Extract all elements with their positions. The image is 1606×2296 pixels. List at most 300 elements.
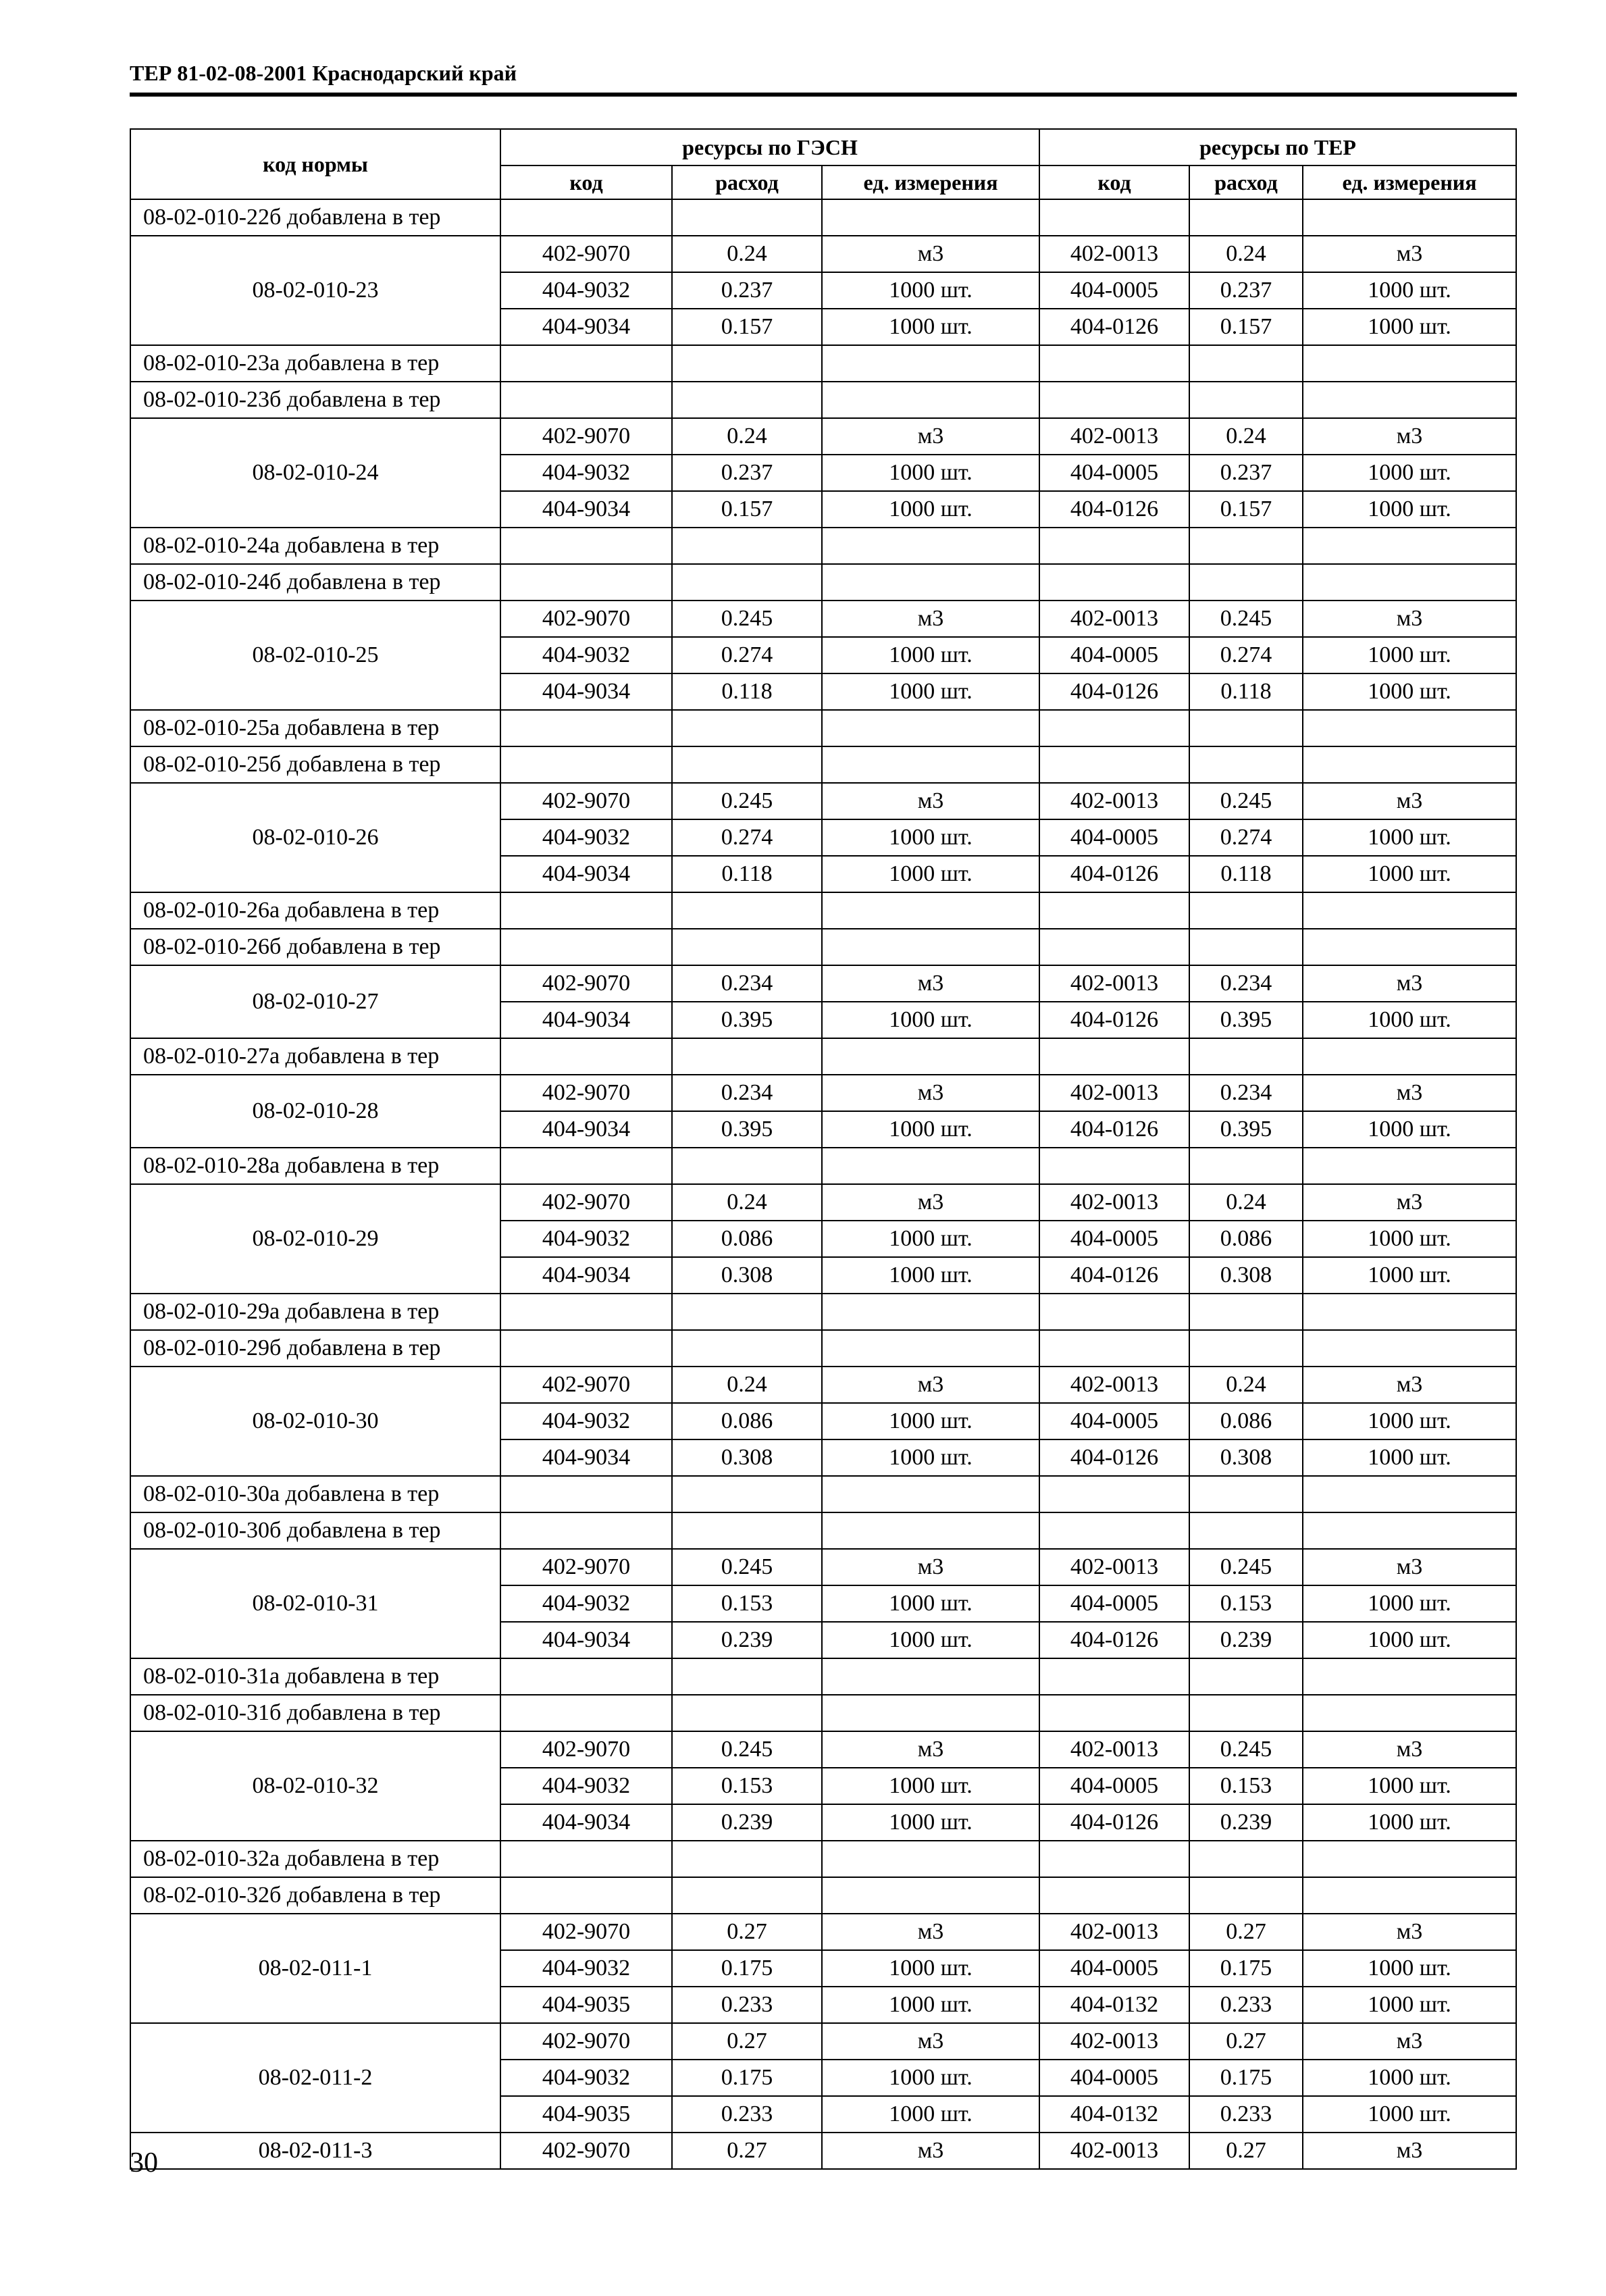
empty-cell: [1039, 1476, 1189, 1512]
ter-unit-cell: 1000 шт.: [1303, 1002, 1516, 1038]
empty-cell: [1189, 746, 1303, 783]
ter-code-cell: 402-0013: [1039, 965, 1189, 1002]
gesn-code-cell: 404-9034: [500, 1002, 672, 1038]
gesn-code-cell: 402-9070: [500, 2023, 672, 2060]
empty-cell: [672, 345, 822, 382]
ter-code-cell: 404-0005: [1039, 1221, 1189, 1257]
norm-note-cell: 08-02-010-30б добавлена в тер: [130, 1512, 500, 1549]
ter-code-cell: 404-0005: [1039, 1585, 1189, 1622]
norm-note-cell: 08-02-010-24б добавлена в тер: [130, 564, 500, 601]
table-body: [130, 199, 1516, 2169]
norm-code-cell: 08-02-010-26: [130, 783, 500, 892]
empty-cell: [822, 382, 1039, 418]
ter-code-cell: 402-0013: [1039, 236, 1189, 272]
empty-cell: [1039, 1512, 1189, 1549]
norm-note-cell: 08-02-010-32а добавлена в тер: [130, 1841, 500, 1877]
ter-code-cell: 404-0126: [1039, 1257, 1189, 1294]
ter-code-cell: 404-0005: [1039, 2060, 1189, 2096]
table-row: [130, 965, 1516, 1002]
empty-cell: [1039, 1294, 1189, 1330]
gesn-code-cell: 404-9032: [500, 455, 672, 491]
ter-unit-cell: 1000 шт.: [1303, 1987, 1516, 2023]
ter-unit-cell: м3: [1303, 1184, 1516, 1221]
table-row: [130, 746, 1516, 783]
gesn-unit-cell: 1000 шт.: [822, 819, 1039, 856]
ter-code-cell: 404-0126: [1039, 491, 1189, 528]
empty-cell: [1039, 710, 1189, 746]
norm-code-cell: 08-02-011-1: [130, 1914, 500, 2023]
resource-table: [130, 128, 1517, 2170]
norm-code-cell: 08-02-010-31: [130, 1549, 500, 1658]
gesn-unit-cell: 1000 шт.: [822, 1257, 1039, 1294]
empty-cell: [822, 1658, 1039, 1695]
ter-amount-cell: 0.239: [1189, 1804, 1303, 1841]
ter-code-cell: 402-0013: [1039, 1549, 1189, 1585]
ter-unit-cell: 1000 шт.: [1303, 2096, 1516, 2133]
gesn-unit-cell: м3: [822, 965, 1039, 1002]
gesn-amount-cell: 0.308: [672, 1439, 822, 1476]
ter-code-cell: 404-0126: [1039, 1111, 1189, 1148]
table-row: [130, 1038, 1516, 1075]
norm-note-cell: 08-02-010-31б добавлена в тер: [130, 1695, 500, 1731]
norm-code-cell: 08-02-010-28: [130, 1075, 500, 1148]
empty-cell: [1189, 1841, 1303, 1877]
ter-amount-cell: 0.27: [1189, 2133, 1303, 2169]
ter-unit-cell: 1000 шт.: [1303, 1221, 1516, 1257]
ter-amount-cell: 0.245: [1189, 601, 1303, 637]
empty-cell: [822, 1476, 1039, 1512]
gesn-amount-cell: 0.395: [672, 1111, 822, 1148]
empty-cell: [672, 892, 822, 929]
empty-cell: [822, 528, 1039, 564]
empty-cell: [1039, 1148, 1189, 1184]
empty-cell: [822, 1148, 1039, 1184]
table-row: [130, 892, 1516, 929]
empty-cell: [1303, 199, 1516, 236]
gesn-code-cell: 404-9032: [500, 1585, 672, 1622]
gesn-code-cell: 404-9034: [500, 1111, 672, 1148]
table-row: [130, 710, 1516, 746]
gesn-amount-cell: 0.24: [672, 418, 822, 455]
gesn-code-cell: 402-9070: [500, 601, 672, 637]
gesn-unit-cell: 1000 шт.: [822, 309, 1039, 345]
empty-cell: [1189, 528, 1303, 564]
norm-code-cell: 08-02-010-30: [130, 1367, 500, 1476]
gesn-unit-cell: м3: [822, 2133, 1039, 2169]
norm-note-cell: 08-02-010-26а добавлена в тер: [130, 892, 500, 929]
empty-cell: [500, 1695, 672, 1731]
gesn-amount-cell: 0.237: [672, 455, 822, 491]
empty-cell: [500, 892, 672, 929]
empty-cell: [672, 1148, 822, 1184]
ter-amount-cell: 0.274: [1189, 637, 1303, 673]
empty-cell: [1303, 1658, 1516, 1695]
ter-code-cell: 404-0005: [1039, 1950, 1189, 1987]
empty-cell: [1189, 1877, 1303, 1914]
ter-unit-cell: м3: [1303, 1914, 1516, 1950]
norm-note-cell: 08-02-010-25а добавлена в тер: [130, 710, 500, 746]
gesn-code-header: код: [500, 165, 672, 199]
table-row: [130, 528, 1516, 564]
empty-cell: [1189, 929, 1303, 965]
empty-cell: [1303, 1695, 1516, 1731]
table-row: [130, 1731, 1516, 1768]
empty-cell: [1189, 1695, 1303, 1731]
gesn-code-cell: 404-9032: [500, 272, 672, 309]
gesn-code-cell: 404-9034: [500, 1257, 672, 1294]
ter-unit-cell: 1000 шт.: [1303, 491, 1516, 528]
table-row: [130, 382, 1516, 418]
gesn-unit-header: ед. измерения: [822, 165, 1039, 199]
ter-code-cell: 404-0126: [1039, 1804, 1189, 1841]
gesn-unit-cell: 1000 шт.: [822, 1221, 1039, 1257]
ter-amount-cell: 0.153: [1189, 1585, 1303, 1622]
empty-cell: [1189, 710, 1303, 746]
gesn-group-header: ресурсы по ГЭСН: [500, 129, 1039, 165]
empty-cell: [1039, 1877, 1189, 1914]
empty-cell: [1039, 199, 1189, 236]
ter-code-cell: 402-0013: [1039, 1731, 1189, 1768]
ter-code-cell: 402-0013: [1039, 601, 1189, 637]
ter-code-cell: 404-0126: [1039, 673, 1189, 710]
ter-unit-cell: 1000 шт.: [1303, 1768, 1516, 1804]
gesn-code-cell: 404-9034: [500, 1622, 672, 1658]
empty-cell: [500, 710, 672, 746]
empty-cell: [1303, 1877, 1516, 1914]
gesn-unit-cell: 1000 шт.: [822, 1111, 1039, 1148]
header-rule: [130, 93, 1517, 97]
ter-amount-cell: 0.274: [1189, 819, 1303, 856]
ter-unit-cell: м3: [1303, 1549, 1516, 1585]
ter-code-cell: 404-0126: [1039, 856, 1189, 892]
empty-cell: [1039, 1841, 1189, 1877]
empty-cell: [1303, 1476, 1516, 1512]
ter-code-cell: 404-0126: [1039, 1439, 1189, 1476]
ter-unit-cell: м3: [1303, 2133, 1516, 2169]
norm-note-cell: 08-02-010-28а добавлена в тер: [130, 1148, 500, 1184]
gesn-unit-cell: 1000 шт.: [822, 1950, 1039, 1987]
empty-cell: [500, 564, 672, 601]
gesn-amount-cell: 0.245: [672, 783, 822, 819]
empty-cell: [1303, 1148, 1516, 1184]
gesn-code-cell: 404-9032: [500, 1221, 672, 1257]
gesn-amount-cell: 0.237: [672, 272, 822, 309]
gesn-amount-cell: 0.157: [672, 491, 822, 528]
empty-cell: [672, 1476, 822, 1512]
empty-cell: [1189, 1038, 1303, 1075]
table-row: [130, 929, 1516, 965]
empty-cell: [1303, 746, 1516, 783]
table-row: [130, 2133, 1516, 2169]
ter-unit-cell: 1000 шт.: [1303, 272, 1516, 309]
ter-amount-cell: 0.24: [1189, 418, 1303, 455]
gesn-code-cell: 404-9032: [500, 637, 672, 673]
gesn-unit-cell: 1000 шт.: [822, 1439, 1039, 1476]
empty-cell: [822, 710, 1039, 746]
ter-code-cell: 404-0005: [1039, 272, 1189, 309]
empty-cell: [1303, 892, 1516, 929]
gesn-code-cell: 402-9070: [500, 1914, 672, 1950]
gesn-amount-cell: 0.233: [672, 2096, 822, 2133]
ter-code-cell: 404-0005: [1039, 1403, 1189, 1439]
gesn-unit-cell: м3: [822, 418, 1039, 455]
gesn-amount-cell: 0.274: [672, 637, 822, 673]
gesn-unit-cell: м3: [822, 601, 1039, 637]
table-row: [130, 1549, 1516, 1585]
norm-code-cell: 08-02-011-2: [130, 2023, 500, 2133]
norm-note-cell: 08-02-010-31а добавлена в тер: [130, 1658, 500, 1695]
empty-cell: [1039, 564, 1189, 601]
gesn-amount-cell: 0.086: [672, 1221, 822, 1257]
table-row: [130, 1184, 1516, 1221]
empty-cell: [1303, 382, 1516, 418]
empty-cell: [1189, 345, 1303, 382]
empty-cell: [672, 528, 822, 564]
ter-amount-header: расход: [1189, 165, 1303, 199]
gesn-unit-cell: 1000 шт.: [822, 1987, 1039, 2023]
gesn-unit-cell: 1000 шт.: [822, 2096, 1039, 2133]
gesn-code-cell: 404-9034: [500, 491, 672, 528]
ter-amount-cell: 0.237: [1189, 455, 1303, 491]
gesn-unit-cell: м3: [822, 2023, 1039, 2060]
table-row: [130, 345, 1516, 382]
gesn-code-cell: 404-9032: [500, 2060, 672, 2096]
norm-code-cell: 08-02-011-3: [130, 2133, 500, 2169]
ter-amount-cell: 0.157: [1189, 309, 1303, 345]
norm-note-cell: 08-02-010-32б добавлена в тер: [130, 1877, 500, 1914]
ter-unit-cell: м3: [1303, 236, 1516, 272]
gesn-unit-cell: 1000 шт.: [822, 637, 1039, 673]
gesn-amount-cell: 0.27: [672, 2133, 822, 2169]
gesn-amount-cell: 0.086: [672, 1403, 822, 1439]
table-row: [130, 1841, 1516, 1877]
gesn-unit-cell: м3: [822, 1367, 1039, 1403]
gesn-amount-cell: 0.27: [672, 2023, 822, 2060]
empty-cell: [822, 1877, 1039, 1914]
ter-code-cell: 404-0132: [1039, 2096, 1189, 2133]
empty-cell: [1039, 1695, 1189, 1731]
ter-amount-cell: 0.308: [1189, 1439, 1303, 1476]
empty-cell: [500, 1512, 672, 1549]
empty-cell: [672, 1038, 822, 1075]
norm-note-cell: 08-02-010-24а добавлена в тер: [130, 528, 500, 564]
gesn-unit-cell: 1000 шт.: [822, 673, 1039, 710]
empty-cell: [1189, 1512, 1303, 1549]
norm-note-cell: 08-02-010-23б добавлена в тер: [130, 382, 500, 418]
ter-code-cell: 402-0013: [1039, 783, 1189, 819]
gesn-code-cell: 404-9034: [500, 673, 672, 710]
table-row: [130, 1877, 1516, 1914]
empty-cell: [822, 1512, 1039, 1549]
ter-unit-cell: 1000 шт.: [1303, 1585, 1516, 1622]
ter-amount-cell: 0.239: [1189, 1622, 1303, 1658]
empty-cell: [1303, 710, 1516, 746]
page-header: ТЕР 81-02-08-2001 Краснодарский край: [130, 61, 517, 85]
ter-code-header: код: [1039, 165, 1189, 199]
empty-cell: [1189, 564, 1303, 601]
norm-code-cell: 08-02-010-24: [130, 418, 500, 528]
gesn-unit-cell: 1000 шт.: [822, 455, 1039, 491]
empty-cell: [500, 382, 672, 418]
ter-code-cell: 402-0013: [1039, 1367, 1189, 1403]
empty-cell: [822, 1038, 1039, 1075]
table-row: [130, 236, 1516, 272]
empty-cell: [672, 382, 822, 418]
ter-code-cell: 404-0126: [1039, 1002, 1189, 1038]
gesn-unit-cell: м3: [822, 1914, 1039, 1950]
ter-unit-cell: 1000 шт.: [1303, 309, 1516, 345]
ter-amount-cell: 0.237: [1189, 272, 1303, 309]
gesn-unit-cell: м3: [822, 1549, 1039, 1585]
ter-code-cell: 404-0005: [1039, 1768, 1189, 1804]
gesn-unit-cell: 1000 шт.: [822, 856, 1039, 892]
empty-cell: [500, 345, 672, 382]
page-number: 30: [130, 2147, 158, 2178]
empty-cell: [1189, 1330, 1303, 1367]
ter-amount-cell: 0.118: [1189, 673, 1303, 710]
empty-cell: [672, 1695, 822, 1731]
table-row: [130, 199, 1516, 236]
empty-cell: [500, 1294, 672, 1330]
ter-code-cell: 402-0013: [1039, 2133, 1189, 2169]
norm-note-cell: 08-02-010-25б добавлена в тер: [130, 746, 500, 783]
gesn-amount-cell: 0.175: [672, 1950, 822, 1987]
ter-amount-cell: 0.157: [1189, 491, 1303, 528]
norm-code-cell: 08-02-010-25: [130, 601, 500, 710]
ter-amount-cell: 0.245: [1189, 1549, 1303, 1585]
gesn-amount-cell: 0.24: [672, 1367, 822, 1403]
gesn-amount-cell: 0.239: [672, 1622, 822, 1658]
empty-cell: [672, 564, 822, 601]
table-row: [130, 1148, 1516, 1184]
gesn-unit-cell: м3: [822, 1075, 1039, 1111]
gesn-code-cell: 404-9035: [500, 2096, 672, 2133]
gesn-code-cell: 404-9032: [500, 1768, 672, 1804]
gesn-unit-cell: м3: [822, 1184, 1039, 1221]
empty-cell: [1039, 929, 1189, 965]
norm-note-cell: 08-02-010-27а добавлена в тер: [130, 1038, 500, 1075]
empty-cell: [500, 1841, 672, 1877]
ter-unit-cell: м3: [1303, 418, 1516, 455]
norm-code-header: код нормы: [130, 129, 500, 199]
empty-cell: [1039, 746, 1189, 783]
gesn-amount-cell: 0.234: [672, 965, 822, 1002]
empty-cell: [1189, 1658, 1303, 1695]
gesn-unit-cell: 1000 шт.: [822, 1002, 1039, 1038]
empty-cell: [1039, 1038, 1189, 1075]
empty-cell: [822, 1841, 1039, 1877]
ter-unit-cell: 1000 шт.: [1303, 455, 1516, 491]
empty-cell: [1039, 892, 1189, 929]
gesn-code-cell: 404-9035: [500, 1987, 672, 2023]
gesn-code-cell: 404-9034: [500, 1439, 672, 1476]
ter-amount-cell: 0.24: [1189, 1367, 1303, 1403]
gesn-code-cell: 404-9034: [500, 1804, 672, 1841]
empty-cell: [1303, 564, 1516, 601]
gesn-amount-cell: 0.245: [672, 1731, 822, 1768]
empty-cell: [1189, 892, 1303, 929]
empty-cell: [672, 1512, 822, 1549]
empty-cell: [500, 199, 672, 236]
empty-cell: [1189, 1148, 1303, 1184]
empty-cell: [500, 1658, 672, 1695]
ter-unit-cell: 1000 шт.: [1303, 1403, 1516, 1439]
ter-unit-cell: 1000 шт.: [1303, 856, 1516, 892]
ter-code-cell: 404-0005: [1039, 455, 1189, 491]
norm-code-cell: 08-02-010-29: [130, 1184, 500, 1294]
gesn-code-cell: 404-9034: [500, 309, 672, 345]
table-row: [130, 1330, 1516, 1367]
ter-group-header: ресурсы по ТЕР: [1039, 129, 1516, 165]
gesn-unit-cell: 1000 шт.: [822, 272, 1039, 309]
gesn-unit-cell: 1000 шт.: [822, 491, 1039, 528]
ter-unit-cell: 1000 шт.: [1303, 673, 1516, 710]
empty-cell: [822, 564, 1039, 601]
empty-cell: [1303, 1841, 1516, 1877]
table-row: [130, 418, 1516, 455]
empty-cell: [500, 1148, 672, 1184]
gesn-amount-cell: 0.27: [672, 1914, 822, 1950]
empty-cell: [1189, 1294, 1303, 1330]
empty-cell: [822, 345, 1039, 382]
gesn-amount-cell: 0.234: [672, 1075, 822, 1111]
empty-cell: [500, 528, 672, 564]
ter-amount-cell: 0.118: [1189, 856, 1303, 892]
empty-cell: [822, 929, 1039, 965]
ter-amount-cell: 0.153: [1189, 1768, 1303, 1804]
ter-unit-cell: м3: [1303, 601, 1516, 637]
gesn-amount-cell: 0.118: [672, 856, 822, 892]
ter-unit-header: ед. измерения: [1303, 165, 1516, 199]
table-row: [130, 1075, 1516, 1111]
ter-unit-cell: м3: [1303, 965, 1516, 1002]
ter-amount-cell: 0.175: [1189, 1950, 1303, 1987]
gesn-amount-cell: 0.274: [672, 819, 822, 856]
gesn-unit-cell: 1000 шт.: [822, 1804, 1039, 1841]
ter-unit-cell: 1000 шт.: [1303, 2060, 1516, 2096]
gesn-unit-cell: 1000 шт.: [822, 1403, 1039, 1439]
gesn-code-cell: 404-9032: [500, 1403, 672, 1439]
table-row: [130, 564, 1516, 601]
gesn-amount-cell: 0.24: [672, 1184, 822, 1221]
gesn-code-cell: 404-9032: [500, 1950, 672, 1987]
empty-cell: [672, 746, 822, 783]
empty-cell: [1303, 1038, 1516, 1075]
empty-cell: [1303, 345, 1516, 382]
empty-cell: [1039, 1658, 1189, 1695]
ter-amount-cell: 0.086: [1189, 1403, 1303, 1439]
ter-amount-cell: 0.233: [1189, 1987, 1303, 2023]
empty-cell: [822, 746, 1039, 783]
ter-amount-cell: 0.308: [1189, 1257, 1303, 1294]
ter-amount-cell: 0.086: [1189, 1221, 1303, 1257]
gesn-code-cell: 402-9070: [500, 1731, 672, 1768]
empty-cell: [1189, 1476, 1303, 1512]
gesn-code-cell: 404-9034: [500, 856, 672, 892]
empty-cell: [672, 1658, 822, 1695]
ter-code-cell: 404-0005: [1039, 637, 1189, 673]
ter-code-cell: 404-0126: [1039, 1622, 1189, 1658]
empty-cell: [672, 199, 822, 236]
gesn-unit-cell: 1000 шт.: [822, 2060, 1039, 2096]
ter-unit-cell: 1000 шт.: [1303, 1622, 1516, 1658]
ter-code-cell: 402-0013: [1039, 1075, 1189, 1111]
ter-unit-cell: 1000 шт.: [1303, 819, 1516, 856]
ter-code-cell: 404-0005: [1039, 819, 1189, 856]
table-row: [130, 1914, 1516, 1950]
gesn-amount-cell: 0.308: [672, 1257, 822, 1294]
norm-code-cell: 08-02-010-27: [130, 965, 500, 1038]
